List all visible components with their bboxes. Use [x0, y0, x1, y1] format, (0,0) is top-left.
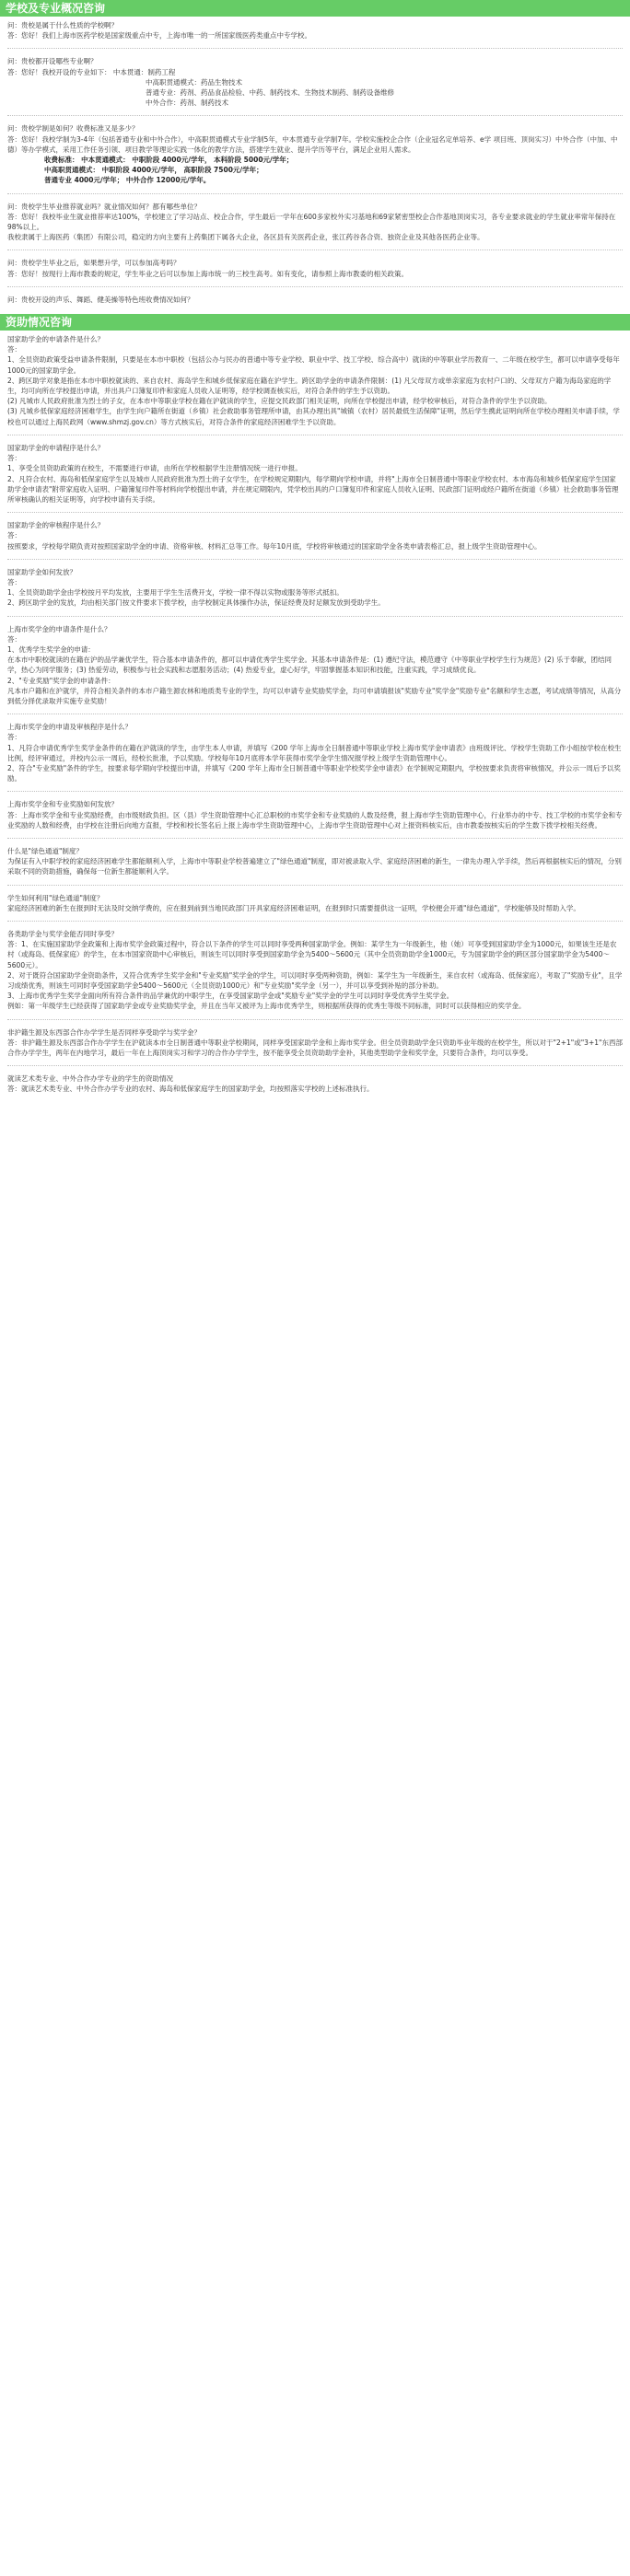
question: 问：贵校是属于什么性质的学校啊？ [7, 21, 118, 29]
question: 问：贵校开设的声乐、舞蹈、健美操等特色班收费情况如何？ [7, 295, 194, 304]
answer-line: (3) 凡城乡低保家庭经济困难学生，由学生向户籍所在街道（乡镇）社会救助事务管理所申请，由其办理出具"城镇（农村）居民最低生活保障"证明，然后学生携此证明向所在学校办理相关申请手续，学校也可以通过上海民政网（www.shmzj.gov.cn）等方式核实后，对符合条件的家庭经济困难学生予以资助。 [7, 407, 620, 426]
answer-line: 2、凡符合农村、海岛和低保家庭学生以及城市人民政府批准为烈士的子女学生，在学校规定期限内，每学期向学校申请，并将"上海市全日制普通中等职业学校农村、本市海岛和城乡低保家庭学生国家助学金申请表"附带家庭收入证明、户籍簿复印件等材料向学校提出申请，并在规定期限内，凭学校出具的户口簿复印件和家庭人员收入证明、民政部门证明或经户籍所在街道（乡镇）社会救助事务管理所审核确认的相关证明等，向学校申请有关手续。 [7, 474, 619, 504]
divider [7, 286, 623, 287]
major-group: 中外合作：药剂、制药技术 [146, 99, 228, 108]
divider [7, 838, 623, 839]
fee-line: 收费标准： 中本贯通模式： 中职阶段 4000元/学年， 本科阶段 5000元/学年； [44, 156, 294, 165]
section-spacer [0, 305, 630, 314]
answer-line: 答：上海市奖学金和专业奖励经费，由市级财政负担。区（县）学生资助管理中心汇总职校的市奖学金和专业奖励的人数及经费，报上海市学生资助管理中心，行业举办的中专、技工学校的市奖学金和专业奖励的人数和经费，由学校在注册后向地方直报，学校和校长签名后上报上海市学生资助管理中心，上海市学生资助管理中心对上报资料核实后，由市教委按核实后的学生数下拨学校相关经费。 [7, 810, 623, 830]
major-group: 中高职贯通模式：药品生物技术 [146, 77, 242, 87]
qa-block [7, 258, 623, 278]
answer-line: 答： [7, 531, 21, 540]
section1-section [0, 0, 630, 305]
answer-line: (2) 凡城市人民政府批准为烈士的子女，在本市中等职业学校在籍在沪就读的学生，应提交民政部门相关证明，向所在学校提出申请，经学校审核后，对符合条件的学生予以资助。 [7, 397, 552, 406]
question: 国家助学金如何发放？ [7, 567, 76, 576]
question: 非沪籍生源及东西部合作办学学生是否同样享受助学与奖学金？ [7, 1027, 201, 1037]
answer-line: 1、凡符合申请优秀学生奖学金条件的在籍在沪就读的学生，由学生本人申请，并填写《200 学年上海市全日制普通中等职业学校上海市奖学金申请表》由班级评比、学校学生资助工作小组按学校在校生比例，经评审通过，并校内公示一周后，经校长批准，予以奖励。学校每年10月底将本学年获得市奖学金学生情况报学校上级学生资助管理中心。 [7, 743, 622, 762]
qa-block [7, 799, 623, 830]
divider [7, 791, 623, 792]
answer-line: 答：您好！按现行上海市教委的规定，学生毕业之后可以参加上海市统一的三校生高考。如有变化，请参照上海市教委的相关政策。 [7, 269, 408, 278]
question: 就读艺术类专业、中外合作办学专业的学生的资助情况 [7, 1074, 173, 1084]
answer-line: 2、跨区助学对象是指在本市中职校就读的、来自农村、海岛学生和城乡低保家庭在籍在沪学生。跨区助学金的申请条件限制：(1) 凡父母双方或单亲家庭为农村户口的、父母双方户籍为海岛家庭的学生，均可向所在学校提出申请，并出具户口簿复印件和家庭人员收入证明等，经学校调查核实后，对符合条件的学生予以资助。 [7, 376, 612, 396]
answer-line: 凡本市户籍和在沪就学，并符合相关条件的本市户籍生源农林和地质类专业的学生，均可以申请专业奖励奖学金，均可申请填报该"奖励专业"奖学金"奖励专业"名额和学生志愿，考试成绩等情况，从高分到低分择优录取并实施专业奖励！ [7, 686, 622, 705]
divider [7, 512, 623, 513]
divider [7, 115, 623, 116]
answer-line: 我校隶属于上海医药（集团）有限公司，稳定的方向主要有上药集团下属各大企业，各区县有关医药企业，张江药谷各合资、独资企业及其他各医药企业等。 [7, 233, 484, 242]
fee-line: 普通专业 4000元/学年； 中外合作 12000元/学年。 [44, 176, 211, 185]
answer-line: 答： [7, 577, 21, 586]
answer-line: 答： [7, 634, 21, 644]
qa-block [7, 123, 623, 185]
major-group: 普通专业：药剂、药品食品检验、中药、制药技术、生物技术制药、制药设备维修 [146, 88, 394, 98]
answer-line: 1、全员资助助学金由学校按月平均发放，主要用于学生生活费开支，学校一律不得以实物或服务等形式抵扣。 [7, 588, 344, 598]
question: 国家助学金的申请条件是什么？ [7, 335, 104, 344]
qa-block [7, 893, 623, 913]
divider [7, 616, 623, 617]
answer-line: 按照要求，学校每学期负责对按照国家助学金的申请、资格审核、材料汇总等工作。每年10月底，学校将审核通过的国家助学金各类申请表格汇总，报上级学生资助管理中心。 [7, 541, 542, 551]
fee-line: 中高职贯通模式： 中职阶段 4000元/学年， 高职阶段 7500元/学年； [44, 166, 263, 175]
question: 问：贵校学生毕业推荐就业吗？就业情况如何？都有哪些单位？ [7, 202, 201, 211]
divider [7, 193, 623, 194]
qa-block [7, 1027, 623, 1059]
answer-line: 答：您好！我们上海市医药学校是国家级重点中专，上海市唯一的一所国家级医药类重点中专学校。 [7, 31, 311, 41]
qa-block [7, 20, 623, 41]
qa-block [7, 624, 623, 707]
divider [7, 48, 623, 49]
answer-line: 答： [7, 733, 21, 742]
divider [7, 249, 623, 250]
answer-line: 答：您好！我校开设的专业如下： 中本贯通：制药工程 [7, 67, 176, 76]
answer-line: 答： [7, 345, 21, 354]
qa-block [7, 56, 623, 108]
question: 各类助学金与奖学金能否同时享受？ [7, 930, 118, 938]
answer-line: 1、全员资助政策受益申请条件限制，只要是在本市中职校（包括公办与民办的普通中等专业学校、职业中学、技工学校、综合高中）就读的中等职业学历教育一、二年级在校学生，都可以申请享受每年1000元的国家助学金。 [7, 355, 620, 375]
qa-block [7, 1073, 623, 1094]
question: 什么是"绿色通道"制度？ [7, 846, 83, 855]
answer-line: 3、上海市优秀学生奖学金面向所有符合条件的品学兼优的中职学生，在享受国家助学金或"奖励专业"奖学金的学生可以同时享受优秀学生奖学金。 [7, 992, 454, 1001]
question: 上海市奖学金的申请条件是什么？ [7, 624, 111, 633]
section-title-funding: 资助情况咨询 [0, 314, 630, 331]
question: 国家助学金的审核程序是什么？ [7, 521, 104, 530]
answer-line: 答：您好！我校学制为3-4年（包括普通专业和中外合作），中高职贯通模式专业学制5年，中本贯通专业学制7年。学校实施校企合作（企业冠名定单培养、e学 项目班、顶岗实习）中外合作（中加、中德）等办学模式，采用工作任务引领、项目教学等理论实践一体化的教学方法，搭建学生就业、提升学历等平台，满足企业用人需求。 [7, 134, 618, 154]
answer-line: 答：您好！我校毕业生就业推荐率达100%，学校建立了学习站点、校企合作，学生最后一学年在600多家校外实习基地和69家紧密型校企合作基地顶岗实习，各专业要求就业的学生就业率常年保持在98%以上。 [7, 212, 616, 232]
question: 学生如何利用"绿色通道"制度？ [7, 893, 104, 902]
divider [7, 921, 623, 922]
qa-block [7, 722, 623, 783]
answer-line: 2、跨区助学金的发放，均由相关部门按文件要求下拨学校，由学校制定具体操作办法，保证经费及时足额发放到受助学生。 [7, 598, 385, 608]
qa-block [7, 202, 623, 243]
answer-line: 答：就读艺术类专业、中外合作办学专业的农村、海岛和低保家庭学生的国家助学金，均按照落实学校的上述标准执行。 [7, 1085, 374, 1094]
question: 上海市奖学金的申请及审核程序是什么？ [7, 723, 132, 732]
question: 问：贵校学制是如何？收费标准又是多少？ [7, 124, 139, 133]
qa-block [7, 520, 623, 551]
question: 国家助学金的申请程序是什么？ [7, 443, 104, 452]
page [0, 0, 630, 1095]
answer-line: 在本市中职校就读的在籍在沪的品学兼优学生，符合基本申请条件的，都可以申请优秀学生奖学金。其基本申请条件是：(1) 遵纪守法，模范遵守《中等职业学校学生行为规范》(2) 乐于奉献，团结同学，热心为同学服务；(3) 热爱劳动，积极参与社会实践和志愿服务活动；(4) 热爱专业，虚心好学，牢固掌握基本知识和技能，注重实践，学习成绩优良。 [7, 656, 612, 675]
qa-block [7, 443, 623, 505]
divider [7, 1065, 623, 1066]
qa-block [7, 567, 623, 609]
answer-line: 1、享受全员资助政策的在校生，不需要进行申请，由所在学校根据学生注册情况统一进行申报。 [7, 464, 302, 473]
qa-block [7, 846, 623, 877]
qa-block [7, 295, 623, 305]
answer-line: 家庭经济困难的新生在报到时无法及时交纳学费的，应在报到前到当地民政部门开具家庭经济困难证明，在报到时只需要提供这一证明，学校便会开通"绿色通道"，学校能够及时帮助入学。 [7, 903, 580, 912]
answer-line: 例如：第一年级学生已经获得了国家助学金或专业奖励奖学金，并且在当年又被评为上海市优秀学生，则根据所获得的优秀生等级不同标准，同时可以获得相应的奖学金。 [7, 1002, 526, 1011]
section-title-school: 学校及专业概况咨询 [0, 0, 630, 17]
answer-line: 2、对于既符合国家助学金资助条件，又符合优秀学生奖学金和"专业奖励"奖学金的学生，可以同时享受两种资助，例如：某学生为一年级新生，来自农村（或海岛、低保家庭），考取了"奖励专业"，且学习成绩优秀，则该生可同时享受国家助学金5400～5600元（全员资助1000元）和"专业奖励"奖学金（另一），并可以享受到补贴的部分补助。 [7, 970, 623, 991]
answer-line: 答： [7, 454, 21, 463]
qa-block [7, 334, 623, 427]
divider [7, 1019, 623, 1020]
answer-line: 答：1、在实施国家助学金政策和上海市奖学金政策过程中，符合以下条件的学生可以同时享受两种国家助学金。例如：某学生为一年级新生，他（她）可享受到国家助学金为1000元，如果该生还是农村（或海岛、低保家庭）的学生，在本市国家资助中心审核后，则该生可以同时享受到国家助学金为5400～5600元（其中全员资助助学金1000元，专为国家助学金的跨区部分国家助学金为5400～5600元）。 [7, 940, 617, 969]
question: 问：贵校学生毕业之后，如果想升学，可以参加高考吗？ [7, 259, 181, 268]
answer-line: 1、优秀学生奖学金的申请： [7, 644, 95, 654]
answer-line: 为保证有入中职学校的家庭经济困难学生都能顺利入学，上海市中等职业学校普遍建立了"绿色通道"制度，即对被录取入学、家庭经济困难的新生，一律先办理入学手续，然后再根据核实后的情况，分别采取不同的资助措施，确保每一位新生都能顺利入学。 [7, 857, 622, 876]
qa-block [7, 929, 623, 1012]
answer-line: 2、符合"专业奖励"条件的学生，按要求每学期向学校提出申请，并填写《200 学年上海市全日制普通中等职业学校奖学金申请表》在学制规定期限内，学校按要求负责将审核情况，并公示一周后予以奖励。 [7, 763, 621, 783]
answer-line: 答：非沪籍生源及东西部合作办学学生在沪就读本市全日制普通中等职业学校期间，同样享受国家助学金和上海市奖学金。但全员资助助学金只资助毕业年级的在校学生，所以对于"2+1"或"3+1"东西部合作办学学生，两年在内地学习，最后一年在上海顶岗实习和学习的合作办学学生，按不能享受全员资助助学金补，其他类型助学金和奖学金，只要符合条件，均可以享受。 [7, 1038, 623, 1058]
divider [7, 559, 623, 560]
section2-section [0, 314, 630, 1095]
question: 问：贵校都开设哪些专业啊？ [7, 57, 98, 66]
question: 上海市奖学金和专业奖励如何发放？ [7, 800, 118, 809]
answer-line: 2、"专业奖励"奖学金的申请条件： [7, 676, 115, 685]
divider [7, 885, 623, 886]
